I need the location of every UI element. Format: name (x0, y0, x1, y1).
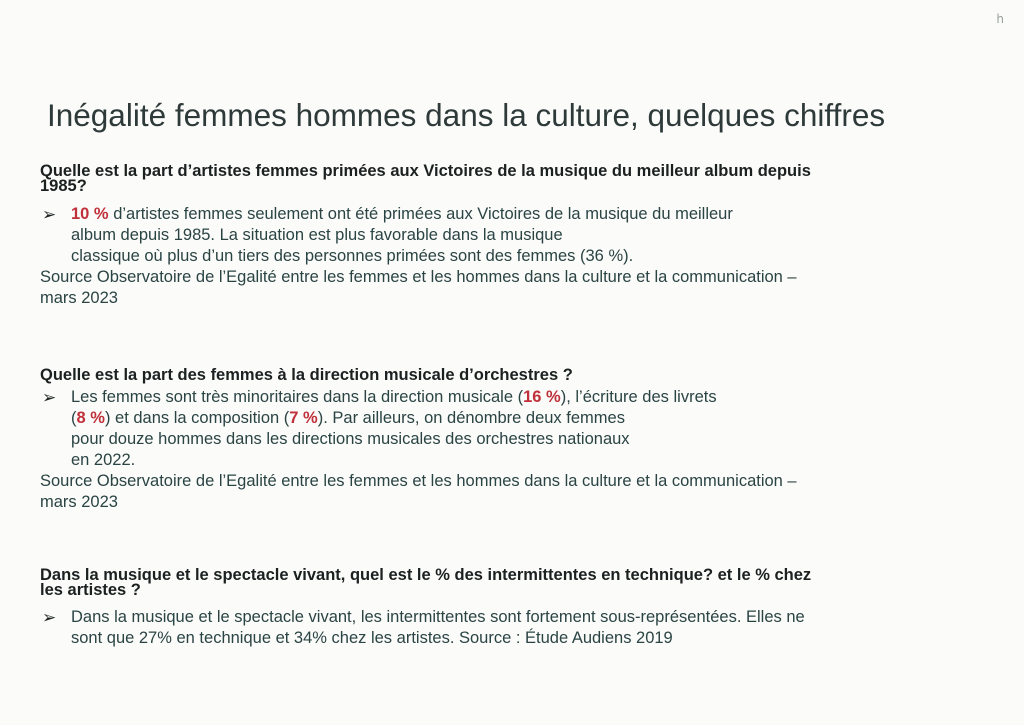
arrow-bullet-icon: ➢ (42, 388, 57, 407)
answer-text: Les femmes sont très minoritaires dans la direction musicale ( (71, 388, 524, 406)
question-line: Quelle est la part d’artistes femmes primées aux Victoires de la musique du meilleur album depuis (40, 162, 811, 180)
section-intermittentes (40, 568, 990, 649)
answer-victoires (40, 204, 990, 267)
question-line: Quelle est la part des femmes à la direction musicale d’orchestres ? (40, 366, 573, 384)
answer-orchestres (40, 387, 990, 471)
question-line: 1985? (40, 177, 87, 195)
source-citation (40, 267, 990, 309)
answer-text: ) et dans la composition ( (104, 409, 290, 427)
question-orchestres (40, 368, 990, 383)
arrow-bullet-icon: ➢ (42, 205, 57, 224)
answer-text: ( (71, 409, 77, 427)
page-title: Inégalité femmes hommes dans la culture, quelques chiffres (47, 97, 886, 133)
source-line: Source Observatoire de l’Egalité entre les femmes et les hommes dans la culture et la communication – (40, 472, 797, 490)
section-direction-orchestres (40, 368, 990, 513)
question-line: les artistes ? (40, 581, 141, 599)
answer-line: pour douze hommes dans les directions musicales des orchestres nationaux (71, 430, 630, 448)
answer-text: ). Par ailleurs, on dénombre deux femmes (317, 409, 625, 427)
highlight-percentage: 10 % (71, 205, 109, 223)
answer-line (71, 408, 990, 429)
answer-line (71, 204, 990, 225)
answer-text: ), l’écriture des livrets (560, 388, 717, 406)
answer-line: album depuis 1985. La situation est plus favorable dans la musique (71, 226, 563, 244)
question-intermittentes (40, 568, 990, 598)
answer-text: d’artistes femmes seulement ont été primées aux Victoires de la musique du meilleur (108, 205, 733, 223)
source-line: mars 2023 (40, 289, 118, 307)
source-citation (40, 471, 990, 513)
answer-line: classique où plus d’un tiers des personnes primées sont des femmes (36 %). (71, 247, 634, 265)
question-line: Dans la musique et le spectacle vivant, quel est le % des intermittentes en technique? et le % chez (40, 566, 812, 584)
answer-line: Dans la musique et le spectacle vivant, les intermittentes sont fortement sous-représentées. Elles ne (71, 608, 805, 626)
page-number: h (996, 12, 1004, 26)
answer-intermittentes (40, 607, 990, 649)
source-line: mars 2023 (40, 493, 118, 511)
question-victoires (40, 164, 990, 194)
answer-line: sont que 27% en technique et 34% chez les artistes. Source : Étude Audiens 2019 (71, 629, 673, 647)
source-line: Source Observatoire de l’Egalité entre les femmes et les hommes dans la culture et la communication – (40, 268, 797, 286)
highlight-percentage: 8 % (76, 409, 105, 427)
section-victoires-musique (40, 164, 990, 309)
arrow-bullet-icon: ➢ (42, 608, 57, 627)
highlight-percentage: 16 % (523, 388, 561, 406)
highlight-percentage: 7 % (289, 409, 318, 427)
answer-line (71, 387, 990, 408)
answer-line: en 2022. (71, 451, 136, 469)
